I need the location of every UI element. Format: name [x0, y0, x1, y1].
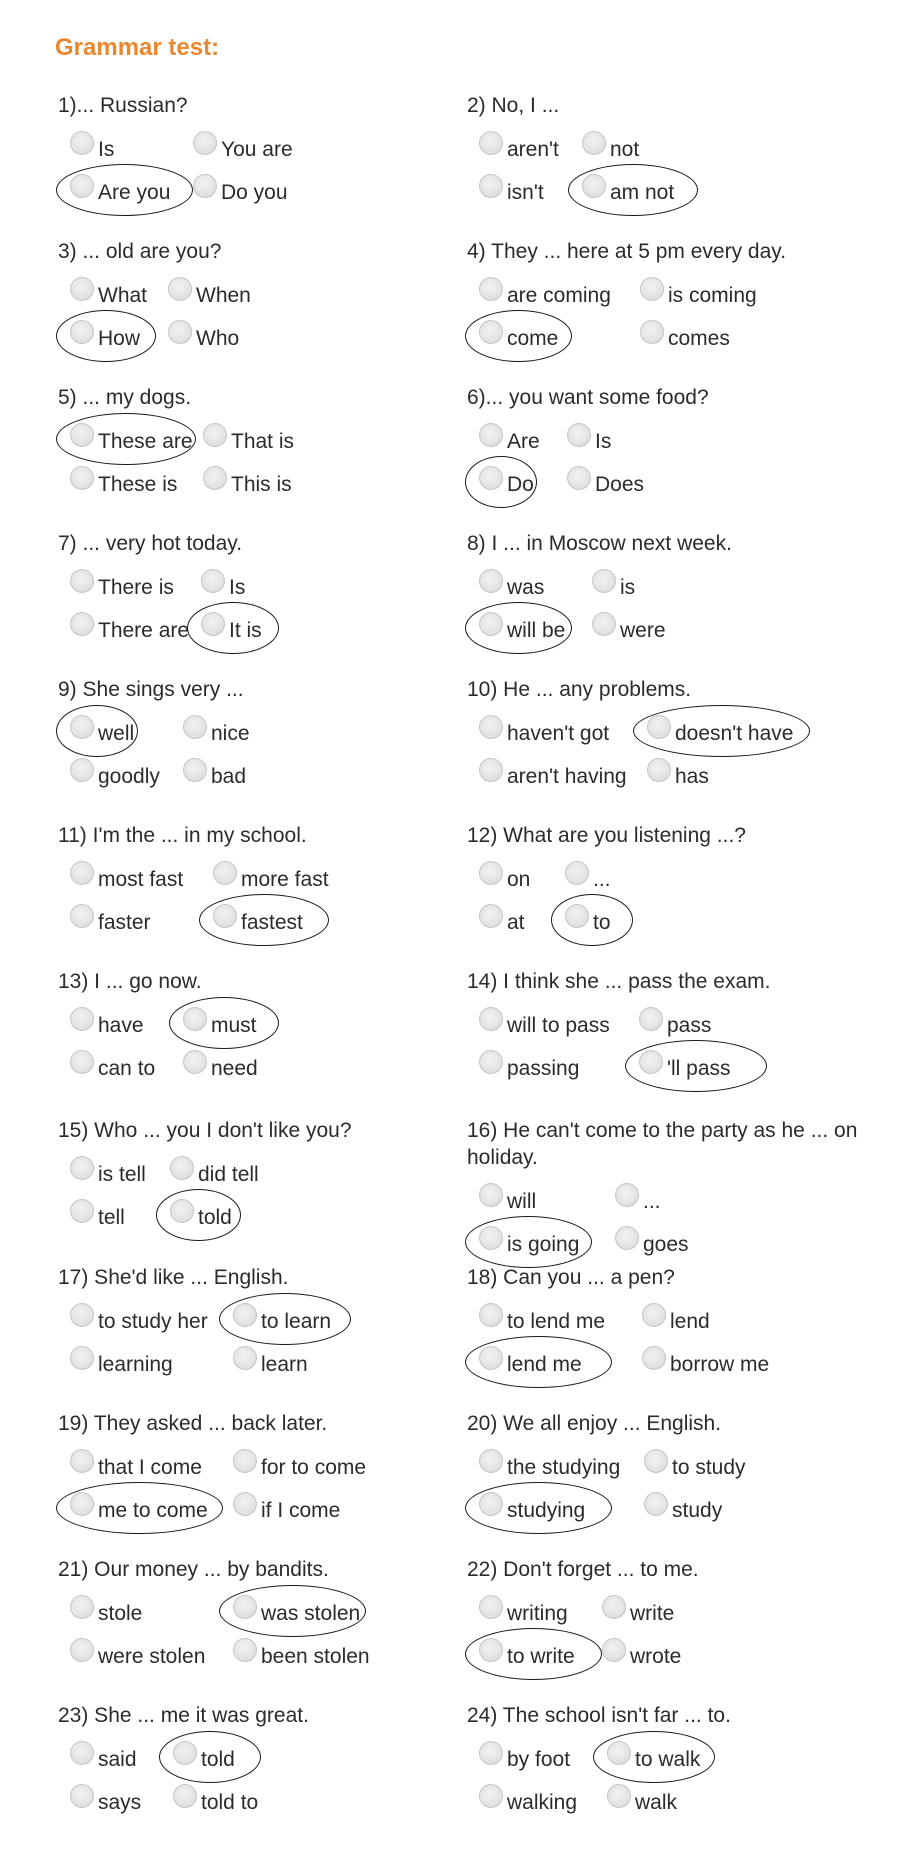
radio-button[interactable] — [565, 904, 589, 928]
question-block-14 — [467, 968, 887, 1080]
radio-button[interactable] — [203, 423, 227, 447]
option-label: is — [620, 576, 636, 599]
option-label: Does — [595, 473, 645, 496]
option-label: Do you — [221, 181, 288, 204]
option-label: borrow me — [670, 1353, 770, 1376]
question-block-22 — [467, 1556, 887, 1668]
option-label: will be — [507, 619, 566, 642]
question-text: 7) ... very hot today. — [58, 532, 243, 555]
option-label: was stolen — [261, 1602, 361, 1625]
radio-button[interactable] — [479, 174, 503, 198]
hand-drawn-answer-circle — [551, 894, 633, 946]
question-text: 1)... Russian? — [58, 94, 188, 117]
radio-button[interactable] — [640, 320, 664, 344]
option-label: well — [98, 722, 135, 745]
option-label: says — [98, 1791, 142, 1814]
radio-button[interactable] — [639, 1007, 663, 1031]
option-label: nice — [211, 722, 250, 745]
radio-button[interactable] — [233, 1303, 257, 1327]
radio-button[interactable] — [602, 1638, 626, 1662]
question-block-1 — [58, 92, 478, 204]
option-label: pass — [667, 1014, 712, 1037]
option-label: isn't — [507, 181, 544, 204]
radio-button[interactable] — [567, 466, 591, 490]
option-label: Do — [507, 473, 534, 496]
option-label: ... — [593, 868, 611, 891]
question-block-16 — [467, 1117, 887, 1256]
radio-button[interactable] — [644, 1449, 668, 1473]
question-block-13 — [58, 968, 478, 1080]
radio-button[interactable] — [233, 1638, 257, 1662]
radio-button[interactable] — [479, 1303, 503, 1327]
radio-button[interactable] — [479, 1183, 503, 1207]
option-label: on — [507, 868, 531, 891]
radio-button[interactable] — [615, 1226, 639, 1250]
option-label: by foot — [507, 1748, 571, 1771]
radio-button[interactable] — [479, 1492, 503, 1516]
option-label: can to — [98, 1057, 156, 1080]
radio-button[interactable] — [479, 1741, 503, 1765]
question-text: 8) I ... in Moscow next week. — [467, 532, 732, 555]
option-label: if I come — [261, 1499, 341, 1522]
option-label: told — [198, 1206, 232, 1229]
radio-button[interactable] — [70, 423, 94, 447]
radio-button[interactable] — [70, 1449, 94, 1473]
radio-button[interactable] — [70, 715, 94, 739]
option-label: lend — [670, 1310, 710, 1333]
option-label: will to pass — [507, 1014, 610, 1037]
option-label: to write — [507, 1645, 575, 1668]
option-label: You are — [221, 138, 293, 161]
radio-button[interactable] — [615, 1183, 639, 1207]
option-label: must — [211, 1014, 257, 1037]
question-block-6 — [467, 384, 887, 496]
radio-button[interactable] — [201, 569, 225, 593]
option-label: is coming — [668, 284, 757, 307]
question-block-4 — [467, 238, 887, 350]
radio-button[interactable] — [70, 1199, 94, 1223]
question-text: 15) Who ... you I don't like you? — [58, 1119, 352, 1142]
radio-button[interactable] — [193, 131, 217, 155]
question-block-10 — [467, 676, 887, 788]
question-text: 3) ... old are you? — [58, 240, 222, 263]
option-label: writing — [507, 1602, 568, 1625]
radio-button[interactable] — [639, 1050, 663, 1074]
option-label: are coming — [507, 284, 611, 307]
option-label: at — [507, 911, 525, 934]
radio-button[interactable] — [70, 1492, 94, 1516]
question-block-18 — [467, 1264, 887, 1376]
radio-button[interactable] — [582, 131, 606, 155]
option-label: learn — [261, 1353, 308, 1376]
radio-button[interactable] — [644, 1492, 668, 1516]
radio-button[interactable] — [647, 758, 671, 782]
option-label: How — [98, 327, 141, 350]
question-block-2 — [467, 92, 887, 204]
option-label: aren't — [507, 138, 559, 161]
radio-button[interactable] — [479, 1050, 503, 1074]
radio-button[interactable] — [70, 1784, 94, 1808]
radio-button[interactable] — [193, 174, 217, 198]
question-text: 16) He can't come to the party as he ... on holiday. — [467, 1119, 858, 1169]
radio-button[interactable] — [607, 1784, 631, 1808]
option-label: tell — [98, 1206, 125, 1229]
option-label: These are — [98, 430, 193, 453]
option-label: said — [98, 1748, 137, 1771]
radio-button[interactable] — [479, 715, 503, 739]
radio-button[interactable] — [70, 131, 94, 155]
question-block-24 — [467, 1702, 887, 1814]
option-label: for to come — [261, 1456, 367, 1479]
option-label: been stolen — [261, 1645, 370, 1668]
question-text: 13) I ... go now. — [58, 970, 202, 993]
question-text: 11) I'm the ... in my school. — [58, 824, 307, 847]
option-label: more fast — [241, 868, 329, 891]
option-label: to study — [672, 1456, 746, 1479]
question-text: 20) We all enjoy ... English. — [467, 1412, 722, 1435]
option-label: bad — [211, 765, 247, 788]
radio-button[interactable] — [479, 1595, 503, 1619]
option-label: most fast — [98, 868, 184, 891]
option-label: There is — [98, 576, 174, 599]
radio-button[interactable] — [170, 1156, 194, 1180]
radio-button[interactable] — [233, 1595, 257, 1619]
radio-button[interactable] — [607, 1741, 631, 1765]
option-label: not — [610, 138, 640, 161]
radio-button[interactable] — [168, 277, 192, 301]
radio-button[interactable] — [70, 1007, 94, 1031]
option-label: has — [675, 765, 709, 788]
radio-button[interactable] — [70, 861, 94, 885]
question-text: 9) She sings very ... — [58, 678, 244, 701]
option-label: comes — [668, 327, 730, 350]
option-label: come — [507, 327, 559, 350]
radio-button[interactable] — [233, 1449, 257, 1473]
radio-button[interactable] — [479, 1638, 503, 1662]
question-text: 2) No, I ... — [467, 94, 560, 117]
radio-button[interactable] — [168, 320, 192, 344]
question-text: 19) They asked ... back later. — [58, 1412, 328, 1435]
radio-button[interactable] — [479, 277, 503, 301]
option-label: is tell — [98, 1163, 146, 1186]
question-block-20 — [467, 1410, 887, 1522]
question-text: 14) I think she ... pass the exam. — [467, 970, 771, 993]
radio-button[interactable] — [642, 1303, 666, 1327]
radio-button[interactable] — [592, 569, 616, 593]
option-label: doesn't have — [675, 722, 794, 745]
radio-button[interactable] — [233, 1492, 257, 1516]
option-label: goodly — [98, 765, 160, 788]
radio-button[interactable] — [70, 320, 94, 344]
option-label: me to come — [98, 1499, 208, 1522]
option-label: This is — [231, 473, 292, 496]
option-label: to learn — [261, 1310, 332, 1333]
radio-button[interactable] — [70, 1741, 94, 1765]
radio-button[interactable] — [70, 277, 94, 301]
radio-button[interactable] — [201, 612, 225, 636]
radio-button[interactable] — [70, 569, 94, 593]
question-block-15 — [58, 1117, 478, 1229]
radio-button[interactable] — [592, 612, 616, 636]
radio-button[interactable] — [479, 569, 503, 593]
radio-button[interactable] — [70, 1156, 94, 1180]
question-text: 18) Can you ... a pen? — [467, 1266, 675, 1289]
radio-button[interactable] — [70, 904, 94, 928]
option-label: Who — [196, 327, 240, 350]
option-label: studying — [507, 1499, 586, 1522]
question-block-3 — [58, 238, 478, 350]
question-block-23 — [58, 1702, 478, 1814]
radio-button[interactable] — [183, 1007, 207, 1031]
option-label: were stolen — [98, 1645, 206, 1668]
radio-button[interactable] — [642, 1346, 666, 1370]
option-label: will — [507, 1190, 537, 1213]
radio-button[interactable] — [479, 904, 503, 928]
option-label: aren't having — [507, 765, 627, 788]
question-block-11 — [58, 822, 478, 934]
radio-button[interactable] — [70, 1346, 94, 1370]
option-label: When — [196, 284, 251, 307]
radio-button[interactable] — [582, 174, 606, 198]
option-label: to — [593, 911, 611, 934]
option-label: was — [507, 576, 545, 599]
radio-button[interactable] — [70, 1638, 94, 1662]
option-label: study — [672, 1499, 723, 1522]
option-label: fastest — [241, 911, 303, 934]
page-title: Grammar test: — [55, 34, 220, 61]
option-label: Is — [595, 430, 612, 453]
question-text: 21) Our money ... by bandits. — [58, 1558, 329, 1581]
option-label: ... — [643, 1190, 661, 1213]
option-label: Is — [98, 138, 115, 161]
option-label: told — [201, 1748, 235, 1771]
option-label: learning — [98, 1353, 173, 1376]
question-block-17 — [58, 1264, 478, 1376]
question-block-5 — [58, 384, 478, 496]
radio-button[interactable] — [70, 174, 94, 198]
option-label: walking — [507, 1791, 578, 1814]
option-label: 'll pass — [667, 1057, 731, 1080]
radio-button[interactable] — [70, 612, 94, 636]
question-text: 4) They ... here at 5 pm every day. — [467, 240, 787, 263]
option-label: Are — [507, 430, 540, 453]
question-block-7 — [58, 530, 478, 642]
option-label: walk — [635, 1791, 678, 1814]
radio-button[interactable] — [479, 1226, 503, 1250]
option-label: the studying — [507, 1456, 621, 1479]
option-label: have — [98, 1014, 144, 1037]
radio-button[interactable] — [479, 758, 503, 782]
question-block-19 — [58, 1410, 478, 1522]
question-text: 5) ... my dogs. — [58, 386, 192, 409]
option-label: to lend me — [507, 1310, 606, 1333]
radio-button[interactable] — [479, 466, 503, 490]
option-label: goes — [643, 1233, 689, 1256]
question-text: 17) She'd like ... English. — [58, 1266, 289, 1289]
option-label: were — [620, 619, 666, 642]
radio-button[interactable] — [70, 1303, 94, 1327]
option-label: What — [98, 284, 148, 307]
radio-button[interactable] — [602, 1595, 626, 1619]
option-label: that I come — [98, 1456, 202, 1479]
radio-button[interactable] — [479, 1449, 503, 1473]
question-block-9 — [58, 676, 478, 788]
option-label: There are — [98, 619, 190, 642]
option-label: Is — [229, 576, 246, 599]
radio-button[interactable] — [479, 1784, 503, 1808]
radio-button[interactable] — [183, 715, 207, 739]
option-label: These is — [98, 473, 178, 496]
radio-button[interactable] — [565, 861, 589, 885]
radio-button[interactable] — [640, 277, 664, 301]
option-label: Are you — [98, 181, 171, 204]
radio-button[interactable] — [233, 1346, 257, 1370]
option-label: It is — [229, 619, 262, 642]
radio-button[interactable] — [647, 715, 671, 739]
radio-button[interactable] — [213, 904, 237, 928]
option-label: That is — [231, 430, 295, 453]
radio-button[interactable] — [479, 1346, 503, 1370]
radio-button[interactable] — [70, 1595, 94, 1619]
radio-button[interactable] — [479, 612, 503, 636]
radio-button[interactable] — [170, 1199, 194, 1223]
option-label: to walk — [635, 1748, 701, 1771]
radio-button[interactable] — [213, 861, 237, 885]
radio-button[interactable] — [479, 131, 503, 155]
option-label: is going — [507, 1233, 580, 1256]
radio-button[interactable] — [567, 423, 591, 447]
radio-button[interactable] — [183, 1050, 207, 1074]
question-text: 24) The school isn't far ... to. — [467, 1704, 731, 1727]
option-label: am not — [610, 181, 675, 204]
radio-button[interactable] — [173, 1784, 197, 1808]
question-text: 22) Don't forget ... to me. — [467, 1558, 699, 1581]
option-label: need — [211, 1057, 258, 1080]
option-label: passing — [507, 1057, 580, 1080]
question-text: 23) She ... me it was great. — [58, 1704, 309, 1727]
question-block-21 — [58, 1556, 478, 1668]
radio-button[interactable] — [479, 861, 503, 885]
radio-button[interactable] — [203, 466, 227, 490]
option-label: faster — [98, 911, 151, 934]
radio-button[interactable] — [70, 466, 94, 490]
radio-button[interactable] — [479, 1007, 503, 1031]
radio-button[interactable] — [183, 758, 207, 782]
option-label: wrote — [630, 1645, 682, 1668]
radio-button[interactable] — [70, 758, 94, 782]
option-label: did tell — [198, 1163, 259, 1186]
option-label: to study her — [98, 1310, 208, 1333]
question-text: 10) He ... any problems. — [467, 678, 692, 701]
question-text: 6)... you want some food? — [467, 386, 709, 409]
question-text: 12) What are you listening ...? — [467, 824, 746, 847]
option-label: write — [630, 1602, 675, 1625]
question-block-8 — [467, 530, 887, 642]
option-label: stole — [98, 1602, 143, 1625]
option-label: lend me — [507, 1353, 582, 1376]
radio-button[interactable] — [173, 1741, 197, 1765]
radio-button[interactable] — [70, 1050, 94, 1074]
radio-button[interactable] — [479, 320, 503, 344]
option-label: haven't got — [507, 722, 610, 745]
question-block-12 — [467, 822, 887, 934]
radio-button[interactable] — [479, 423, 503, 447]
option-label: told to — [201, 1791, 259, 1814]
